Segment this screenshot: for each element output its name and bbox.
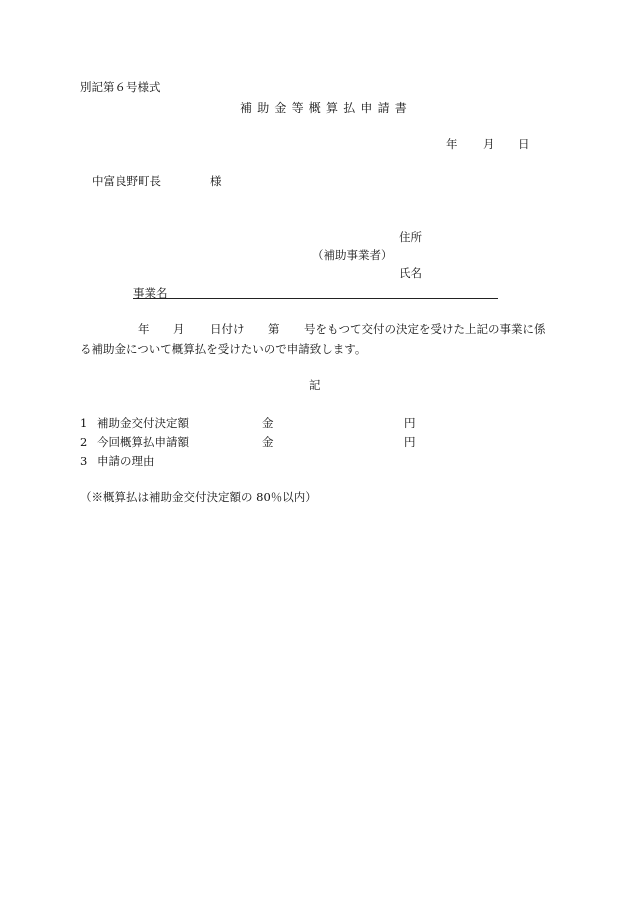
item-2-number: 2 [80,435,88,449]
addressee-name: 中富良野町長 [92,174,161,188]
item-2-label: 今回概算払申請額 [97,435,189,449]
item-1-label: 補助金交付決定額 [97,416,189,430]
item-2-unit: 円 [404,435,416,449]
footnote: （※概算払は補助金交付決定額の 80％以内） [80,490,317,504]
item-1-unit: 円 [404,416,416,430]
date-month-label: 月 [483,137,495,151]
item-3-label: 申請の理由 [97,454,155,468]
item-2-currency: 金 [262,435,274,449]
body-line1-rest: 号をもつて交付の決定を受けた上記の事業に係 [304,322,546,336]
applicant-name-label: 氏名 [399,266,422,280]
date-day-label: 日 [518,137,530,151]
ki-heading: 記 [309,378,321,392]
body-month-label: 月 [173,322,185,336]
item-1-currency: 金 [262,416,274,430]
applicant-role-label: （補助事業者） [312,248,393,262]
body-no-label: 第 [268,322,280,336]
project-name-label: 事業名 [133,286,168,300]
document-title: 補助金等概算払申請書 [240,101,413,115]
item-3-number: 3 [80,454,88,468]
date-year-label: 年 [446,137,458,151]
form-number: 別記第６号様式 [80,80,161,94]
addressee-honorific: 様 [210,174,222,188]
item-1-number: 1 [80,416,88,430]
applicant-address-label: 住所 [399,230,422,244]
body-date-label: 日付け [210,322,245,336]
body-line2: る補助金について概算払を受けたいので申請致します。 [80,342,367,356]
body-year-label: 年 [138,322,150,336]
project-name-underline [133,298,498,299]
